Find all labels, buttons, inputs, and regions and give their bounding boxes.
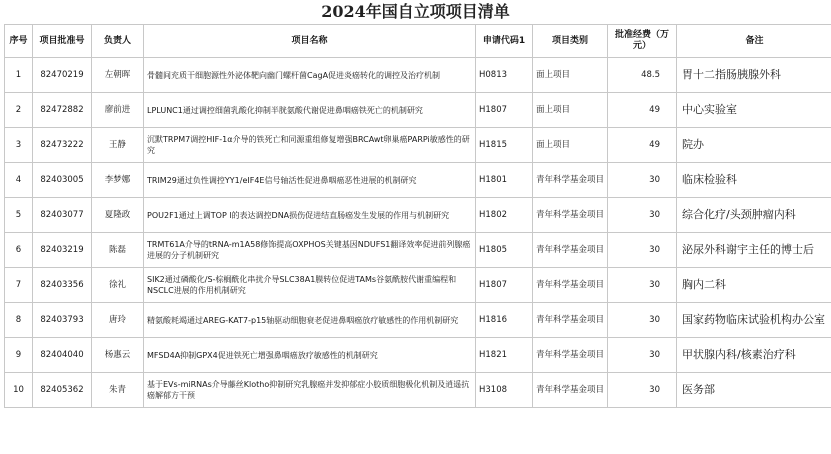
- table-row: [5, 268, 831, 303]
- table-row: [5, 198, 831, 233]
- cell-category: 青年科学基金项目: [533, 198, 608, 233]
- cell-code: H1807: [476, 268, 533, 303]
- cell-name: 沉默TRPM7调控HIF-1α介导的铁死亡和同源重组修复增强BRCAwt卵巢癌PARPi敏感性的研究: [144, 128, 476, 163]
- table-row: [5, 373, 831, 408]
- header-cell-note: 备注: [677, 25, 831, 58]
- cell-category: 面上项目: [533, 93, 608, 128]
- cell-no: 1: [5, 58, 33, 93]
- cell-code: H0813: [476, 58, 533, 93]
- cell-leader: 王静: [92, 128, 144, 163]
- cell-funding: 48.5: [608, 58, 677, 93]
- cell-leader: 唐玲: [92, 303, 144, 338]
- cell-funding: 30: [608, 198, 677, 233]
- cell-funding: 30: [608, 233, 677, 268]
- cell-leader: 夏隆政: [92, 198, 144, 233]
- cell-note: 泌尿外科谢宇主任的博士后: [677, 233, 831, 268]
- cell-category: 面上项目: [533, 58, 608, 93]
- cell-note: 国家药物临床试验机构办公室: [677, 303, 831, 338]
- cell-category: 青年科学基金项目: [533, 233, 608, 268]
- header-row: [5, 25, 831, 58]
- project-table: [4, 24, 831, 408]
- header-cell-leader: 负责人: [92, 25, 144, 58]
- cell-approval: 82404040: [33, 338, 92, 373]
- cell-name: MFSD4A抑制GPX4促进铁死亡增强鼻咽癌放疗敏感性的机制研究: [144, 338, 476, 373]
- header-cell-approval: 项目批准号: [33, 25, 92, 58]
- cell-no: 2: [5, 93, 33, 128]
- cell-funding: 30: [608, 163, 677, 198]
- cell-no: 5: [5, 198, 33, 233]
- cell-leader: 李梦娜: [92, 163, 144, 198]
- cell-funding: 30: [608, 338, 677, 373]
- cell-approval: 82470219: [33, 58, 92, 93]
- cell-no: 9: [5, 338, 33, 373]
- cell-leader: 朱青: [92, 373, 144, 408]
- cell-note: 中心实验室: [677, 93, 831, 128]
- cell-name: 骨髓间充质干细胞源性外泌体靶向幽门螺杆菌CagA促进炎癌转化的调控及治疗机制: [144, 58, 476, 93]
- cell-funding: 30: [608, 373, 677, 408]
- cell-approval: 82403005: [33, 163, 92, 198]
- cell-category: 青年科学基金项目: [533, 303, 608, 338]
- table-row: [5, 163, 831, 198]
- cell-name: 基于EVs-miRNAs介导藤丝Klotho抑制研究乳腺癌并发抑郁症小胶质细胞极化机制及逍遥抗癌解郁方干预: [144, 373, 476, 408]
- cell-note: 院办: [677, 128, 831, 163]
- cell-approval: 82403077: [33, 198, 92, 233]
- table-row: [5, 338, 831, 373]
- cell-note: 胸内二科: [677, 268, 831, 303]
- cell-no: 10: [5, 373, 33, 408]
- cell-code: H3108: [476, 373, 533, 408]
- cell-funding: 30: [608, 303, 677, 338]
- header-cell-code: 申请代码1: [476, 25, 533, 58]
- cell-note: 医务部: [677, 373, 831, 408]
- cell-approval: 82473222: [33, 128, 92, 163]
- cell-note: 胃十二指肠胰腺外科: [677, 58, 831, 93]
- table-row: [5, 233, 831, 268]
- cell-code: H1801: [476, 163, 533, 198]
- header-cell-name: 项目名称: [144, 25, 476, 58]
- cell-name: TRMT61A介导的tRNA-m1A58修饰提高OXPHOS关键基因NDUFS1翻译效率促进前列腺癌进展的分子机制研究: [144, 233, 476, 268]
- cell-name: POU2F1通过上调TOP l的表达调控DNA损伤促进结直肠癌发生发展的作用与机制研究: [144, 198, 476, 233]
- cell-note: 甲状腺内科/核素治疗科: [677, 338, 831, 373]
- cell-name: SIK2通过磷酸化/S-棕榈酰化串扰介导SLC38A1膜转位促进TAMs谷氨酰胺代谢重编程和NSCLC进展的作用机制研究: [144, 268, 476, 303]
- cell-code: H1821: [476, 338, 533, 373]
- cell-category: 面上项目: [533, 128, 608, 163]
- cell-funding: 49: [608, 93, 677, 128]
- cell-name: 精氨酸耗竭通过AREG-KAT7-p15轴驱动细胞衰老促进鼻咽癌放疗敏感性的作用机制研究: [144, 303, 476, 338]
- cell-no: 4: [5, 163, 33, 198]
- cell-category: 青年科学基金项目: [533, 338, 608, 373]
- cell-category: 青年科学基金项目: [533, 373, 608, 408]
- header-cell-no: 序号: [5, 25, 33, 58]
- cell-code: H1815: [476, 128, 533, 163]
- cell-approval: 82403356: [33, 268, 92, 303]
- cell-approval: 82472882: [33, 93, 92, 128]
- header-cell-funding: 批准经费（万元）: [608, 25, 677, 58]
- cell-funding: 30: [608, 268, 677, 303]
- cell-leader: 杨惠云: [92, 338, 144, 373]
- cell-note: 临床检验科: [677, 163, 831, 198]
- cell-leader: 徐礼: [92, 268, 144, 303]
- cell-no: 3: [5, 128, 33, 163]
- table-row: [5, 58, 831, 93]
- cell-code: H1802: [476, 198, 533, 233]
- table-row: [5, 128, 831, 163]
- cell-funding: 49: [608, 128, 677, 163]
- cell-code: H1807: [476, 93, 533, 128]
- table-row: [5, 93, 831, 128]
- cell-code: H1805: [476, 233, 533, 268]
- cell-code: H1816: [476, 303, 533, 338]
- cell-leader: 廖前进: [92, 93, 144, 128]
- cell-approval: 82403219: [33, 233, 92, 268]
- cell-category: 青年科学基金项目: [533, 268, 608, 303]
- cell-no: 6: [5, 233, 33, 268]
- cell-leader: 陈磊: [92, 233, 144, 268]
- cell-note: 综合化疗/头颈肿瘤内科: [677, 198, 831, 233]
- cell-approval: 82403793: [33, 303, 92, 338]
- cell-no: 8: [5, 303, 33, 338]
- cell-leader: 左朝晖: [92, 58, 144, 93]
- cell-no: 7: [5, 268, 33, 303]
- cell-approval: 82405362: [33, 373, 92, 408]
- cell-name: LPLUNC1通过调控细菌乳酸化抑制半胱氨酸代谢促进鼻咽癌铁死亡的机制研究: [144, 93, 476, 128]
- header-cell-category: 项目类别: [533, 25, 608, 58]
- cell-category: 青年科学基金项目: [533, 163, 608, 198]
- sheet-title: 2024年国自立项项目清单: [321, 2, 510, 21]
- cell-name: TRIM29通过负性调控YY1/eIF4E信号轴活性促进鼻咽癌恶性进展的机制研究: [144, 163, 476, 198]
- table-row: [5, 303, 831, 338]
